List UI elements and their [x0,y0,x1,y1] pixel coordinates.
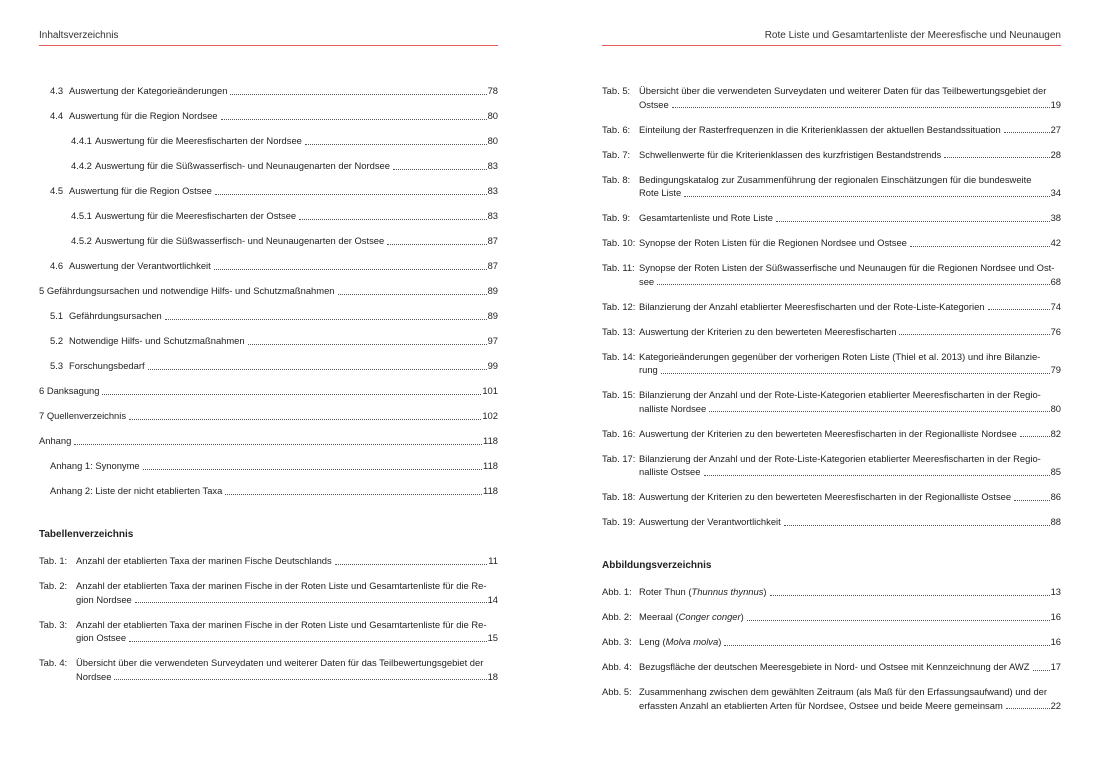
toc-entry-number: 4.5.1 [71,210,92,221]
table-entry-body [639,211,1061,225]
toc-entry-title: Auswertung für die Meeresfischarten der Nordsee [95,135,302,146]
toc-entry [39,359,498,373]
figure-entry-title [639,585,767,599]
table-entry-body [639,173,1061,200]
leader-dots [387,244,486,245]
figure-entry-label: Abb. 2: [602,611,632,622]
leader-dots [724,645,1049,646]
toc-entry-number: 4.3 [50,85,64,96]
toc-entry-text [50,109,218,123]
right-page [550,0,1100,778]
table-entry-title: rung [639,364,658,375]
toc-entry-title: Anhang 1: Synonyme [50,460,140,471]
table-entry-title: gion Nordsee [76,593,132,605]
table-entry-line2 [76,554,498,568]
table-entry-label: Tab. 7: [602,148,631,160]
toc-entry [39,259,498,273]
table-entry-line2 [639,236,1061,250]
figure-entry-page: 16 [1050,636,1061,647]
table-entry-label: Tab. 18: [602,491,636,502]
table-entry-title: Einteilung der Rasterfrequenzen in die Kriterienklassen der aktuellen Bestandssituation [639,123,1001,135]
toc-entry-text [39,384,99,398]
figure-entry-label: Abb. 4: [602,661,632,672]
figure-entry-body [639,685,1061,712]
leader-dots [1004,132,1050,133]
table-entry-title: Rote Liste [639,187,682,198]
figure-entry-line2 [639,660,1061,674]
table-entry-line2 [639,427,1061,441]
toc-entry-number: 5.3 [50,360,64,371]
table-entry [39,579,498,606]
table-entry [602,173,1061,200]
toc-entry [39,334,498,348]
toc-entry-page: 118 [483,460,498,471]
figure-entry-line2 [639,610,1061,624]
toc-entry [39,384,498,398]
leader-dots [338,294,487,295]
table-entry-body [639,350,1061,377]
table-entry-line2 [639,275,1061,289]
toc-entry [39,209,498,223]
table-entry [602,123,1061,137]
figure-species-name: Thunnus thynnus [691,586,764,597]
leader-dots [225,494,482,495]
leader-dots [230,94,486,95]
leader-dots [1006,708,1050,709]
figure-entry-line2 [639,585,1061,599]
table-entry-label: Tab. 12: [602,300,636,312]
toc-entry-page: 83 [487,185,498,196]
toc-entry-page: 101 [482,385,498,396]
leader-dots [143,469,482,470]
leader-dots [165,319,487,320]
table-entry-line1: Anzahl der etablierten Taxa der marinen Fische in der Roten Liste und Gesamtartenliste für die Re- [76,618,487,630]
table-entry-line2 [76,593,498,607]
table-entry-label: Tab. 2: [39,580,68,591]
figure-entry-label: Abb. 5: [602,686,632,697]
figure-species-name: Molva molva [665,636,719,647]
table-entry-line2 [639,300,1061,314]
toc-entry-title: Anhang 2: Liste der nicht etablierten Taxa [50,485,223,496]
leader-dots [248,344,487,345]
table-entry-page: 14 [487,593,498,605]
table-entry-page: 18 [487,670,498,682]
toc-entry-page: 87 [487,260,498,271]
table-entry-page: 42 [1050,237,1061,248]
toc-entry-page: 80 [487,110,498,121]
figure-entry-page: 22 [1050,699,1061,711]
leader-dots [661,373,1050,374]
table-entry-line1: Anzahl der etablierten Taxa der marinen Fische in der Roten Liste und Gesamtartenliste für die Re- [76,580,487,591]
table-entry-label: Tab. 6: [602,123,631,135]
toc-entry-title: Auswertung der Kategorieänderungen [69,85,228,96]
table-entry-line2 [639,465,1061,479]
toc-entry-title: Gefährdungsursachen [69,310,162,321]
table-entry-line1: Bilanzierung der Anzahl und der Rote-Liste-Kategorien etablierter Meeresfischarten in der Regio- [639,389,1041,400]
table-entry-label: Tab. 8: [602,173,631,185]
table-entry-page: 15 [487,632,498,643]
table-entry [602,350,1061,377]
toc-entry-number: 4.5 [50,185,64,196]
leader-dots [299,219,486,220]
table-entry-line2 [639,123,1061,137]
figure-entry-page: 17 [1050,661,1061,672]
table-entry-label: Tab. 15: [602,389,636,400]
figure-title-text: Meeraal ( [639,611,679,622]
toc-entry [39,409,498,423]
table-entry-line2 [639,186,1061,200]
figure-entry [602,660,1061,674]
leader-dots [684,196,1049,197]
figure-entry-line2 [639,635,1061,649]
table-entry [39,554,498,568]
leader-dots [988,309,1050,310]
table-entry-page: 74 [1050,300,1061,312]
toc-entry [39,484,498,498]
toc-entry-page: 87 [487,235,498,246]
table-entry-label: Tab. 3: [39,618,68,630]
toc-entry-number: 7 [39,410,45,421]
toc-entry-title: Notwendige Hilfs- und Schutzmaßnahmen [69,335,245,346]
table-entry [602,515,1061,529]
toc-entry-text [39,284,335,298]
toc-entry-number: 6 [39,385,45,396]
toc-entry-text [39,434,71,448]
figure-species-name: Conger conger [678,611,741,622]
table-entry-body [639,300,1061,314]
toc-entry-page: 83 [487,210,498,221]
toc-entry-text [71,159,390,173]
figure-entry-body [639,635,1061,649]
figure-entry-label: Abb. 1: [602,586,632,597]
tables-section-title: Tabellenverzeichnis [39,529,134,540]
toc-entry-number: 4.6 [50,260,64,271]
table-entry-page: 11 [488,555,498,566]
table-entry [602,261,1061,288]
toc-entry-title: Auswertung für die Region Nordsee [69,110,218,121]
leader-dots [135,602,487,603]
figure-title-suffix: ) [740,611,744,622]
table-entry-label: Tab. 13: [602,325,636,337]
toc-entry-text [71,134,302,148]
leader-dots [657,284,1049,285]
toc-entry [39,459,498,473]
toc-entry [39,184,498,198]
table-entry-page: 80 [1050,402,1061,414]
toc-entry-title: Quellenverzeichnis [46,410,127,421]
table-entry-title: Auswertung der Kriterien zu den bewerteten Meeresfischarten in der Regionalliste Nordsee [639,427,1017,439]
table-entry-page: 28 [1050,148,1061,160]
toc-entry-page: 102 [482,410,498,421]
table-entry [602,300,1061,314]
table-entry-page: 38 [1050,212,1061,223]
table-entry-title: Nordsee [76,670,112,682]
leader-dots [214,269,487,270]
figure-entry-body [639,610,1061,624]
toc-entry-number: 5.1 [50,310,64,321]
figure-title-text: Roter Thun ( [639,586,692,597]
figure-entry-page: 16 [1050,611,1061,622]
figure-entry [602,610,1061,624]
toc-entry-text [50,84,227,98]
table-entry-title: Auswertung der Kriterien zu den bewerteten Meeresfischarten [639,325,897,337]
table-entry-title: Anzahl der etablierten Taxa der marinen Fische Deutschlands [76,555,332,566]
toc-entry-title: Auswertung für die Meeresfischarten der Ostsee [95,210,297,221]
figure-entry-body [639,585,1061,599]
table-entry-line2 [639,211,1061,225]
leader-dots [747,620,1050,621]
leader-dots [910,246,1050,247]
table-entry-label: Tab. 14: [602,350,636,362]
toc-entry-number: 4.4.2 [71,160,92,171]
header-rule-left [39,45,498,46]
toc-entry [39,159,498,173]
table-entry-line1: Übersicht über die verwendeten Surveydaten und weiterer Daten für das Teilbewertungsgebiet der [76,657,484,668]
toc-entry-title: Auswertung für die Region Ostsee [69,185,212,196]
table-entry-body [639,261,1061,288]
toc-entry-page: 118 [483,485,498,496]
figure-entry-line2 [639,699,1061,713]
toc-entry-title: Anhang [39,435,72,446]
table-entry [602,236,1061,250]
toc-entry-text [50,359,145,373]
table-entry-body [76,656,498,683]
toc-entry [39,434,498,448]
leader-dots [1020,436,1050,437]
toc-entry-title: Auswertung der Verantwortlichkeit [69,260,211,271]
table-entry [602,325,1061,339]
leader-dots [148,369,487,370]
table-entry-line1: Kategorieänderungen gegenüber der vorherigen Roten Liste (Thiel et al. 2013) und ihre Bilanzie- [639,350,1041,362]
table-entry [602,211,1061,225]
table-entry-title: gion Ostsee [76,632,127,643]
leader-dots [704,475,1050,476]
toc-entry-page: 89 [487,310,498,321]
leader-dots [335,564,488,565]
toc-entry-text [50,309,162,323]
table-entry-label: Tab. 19: [602,516,636,527]
table-entry-line2 [639,325,1061,339]
running-head-left: Inhaltsverzeichnis [39,30,119,41]
figure-entry [602,685,1061,712]
table-entry-page: 76 [1050,325,1061,337]
tables-list-continued [602,84,1061,724]
figure-entry-label: Abb. 3: [602,636,632,647]
figure-entry-title [639,660,1030,674]
leader-dots [215,194,487,195]
table-entry-page: 27 [1050,123,1061,135]
table-entry-page: 68 [1050,275,1061,287]
leader-dots [672,107,1050,108]
toc-entry-page: 118 [483,435,498,446]
table-entry-line2 [639,363,1061,377]
toc-entry-title: Auswertung für die Süßwasserfisch- und Neunaugenarten der Nordsee [95,160,390,171]
table-entry-label: Tab. 5: [602,85,631,96]
figure-title-suffix: ) [763,586,767,597]
toc-entry [39,134,498,148]
leader-dots [129,419,481,420]
table-entry-line2 [639,515,1061,529]
table-entry-page: 85 [1050,466,1061,477]
toc-entry-page: 89 [487,285,498,296]
figure-entry-title [639,699,1003,713]
toc-entry-text [50,459,140,473]
table-entry [39,656,498,683]
table-entry-line2 [76,631,498,645]
figure-title-text: Bezugsfläche der deutschen Meeresgebiete in Nord- und Ostsee mit Kennzeichnung der AWZ [639,661,1030,672]
leader-dots [102,394,481,395]
leader-dots [129,641,487,642]
table-entry-title: Bilanzierung der Anzahl etablierter Meeresfischarten und der Rote-Liste-Kategorien [639,300,985,312]
table-entry-page: 34 [1050,187,1061,198]
toc-entry [39,284,498,298]
table-entry-title: Synopse der Roten Listen für die Regionen Nordsee und Ostsee [639,237,907,248]
table-entry-body [639,325,1061,339]
table-entry-page: 86 [1050,491,1061,502]
toc-entry-number: 4.4 [50,110,64,121]
table-entry [602,490,1061,504]
table-entry-line2 [639,490,1061,504]
table-entry-label: Tab. 1: [39,555,68,566]
figure-entry-body [639,660,1061,674]
leader-dots [305,144,487,145]
table-entry-title: Auswertung der Kriterien zu den bewerteten Meeresfischarten in der Regionalliste Ostsee [639,491,1012,502]
table-entry-title: Schwellenwerte für die Kriterienklassen des kurzfristigen Bestandstrends [639,148,942,160]
figure-entry-line1: Zusammenhang zwischen dem gewählten Zeitraum (als Maß für den Erfassungsaufwand) und der [639,686,1048,697]
toc-entry-number: 5 [39,285,45,296]
table-entry [602,452,1061,479]
toc-entry-page: 83 [487,160,498,171]
table-entry-title: nalliste Nordsee [639,402,707,414]
table-entry [39,618,498,645]
table-entry-label: Tab. 16: [602,427,636,439]
leader-dots [114,679,486,680]
figure-title-text: erfassten Anzahl an etablierten Arten für Nordsee, Ostsee und beide Meere gemeinsam [639,699,1003,711]
contents-list [39,84,498,695]
figure-title-text: Leng ( [639,636,666,647]
leader-dots [709,411,1049,412]
toc-entry-page: 78 [487,85,498,96]
table-entry [602,388,1061,415]
table-entry-body [639,236,1061,250]
toc-entry [39,309,498,323]
header-rule-right [602,45,1061,46]
table-entry-body [639,84,1061,111]
figure-entry [602,585,1061,599]
table-entry-line2 [639,98,1061,112]
table-entry-line1: Synopse der Roten Listen der Süßwasserfische und Neunaugen für die Regionen Nordsee und Ost- [639,262,1055,273]
toc-entry [39,109,498,123]
leader-dots [1033,670,1050,671]
table-entry-body [76,618,498,645]
table-entry-line2 [639,148,1061,162]
table-entry-body [76,579,498,606]
toc-entry-text [50,259,211,273]
leader-dots [776,221,1050,222]
table-entry-title: Gesamtartenliste und Rote Liste [639,212,773,223]
toc-entry-number: 4.4.1 [71,135,92,146]
leader-dots [74,444,482,445]
table-entry-line2 [76,670,498,684]
toc-entry-number: 5.2 [50,335,64,346]
table-entry-label: Tab. 4: [39,657,68,668]
table-entry-label: Tab. 17: [602,452,636,464]
figures-section-title: Abbildungsverzeichnis [602,560,712,571]
toc-entry-title: Gefährdungsursachen und notwendige Hilfs- und Schutzmaßnahmen [46,285,335,296]
table-entry-page: 82 [1050,427,1061,439]
leader-dots [784,525,1050,526]
table-entry-title: Auswertung der Verantwortlichkeit [639,516,781,527]
leader-dots [221,119,487,120]
table-entry-body [639,427,1061,441]
figure-entry-title [639,610,744,624]
leader-dots [393,169,487,170]
table-entry-line1: Übersicht über die verwendeten Surveydaten und weiterer Daten für das Teilbewertungsgebiet der [639,85,1047,96]
table-entry-body [639,388,1061,415]
toc-entry-page: 97 [487,335,498,346]
toc-entry-page: 99 [487,360,498,371]
figure-title-suffix: ) [718,636,722,647]
leader-dots [944,157,1049,158]
table-entry-body [76,554,498,568]
toc-entry-page: 80 [487,135,498,146]
figure-entry-title [639,635,721,649]
toc-entry-title: Forschungsbedarf [69,360,145,371]
table-entry-line2 [639,402,1061,416]
table-entry [602,427,1061,441]
table-entry-title: nalliste Ostsee [639,466,701,477]
table-entry-page: 88 [1050,516,1061,527]
toc-entry-title: Auswertung für die Süßwasserfisch- und Neunaugenarten der Ostsee [95,235,385,246]
table-entry-page: 79 [1050,364,1061,375]
toc-entry-text [71,234,384,248]
leader-dots [899,334,1049,335]
table-entry-label: Tab. 11: [602,262,635,273]
toc-entry-title: Danksagung [46,385,100,396]
table-entry-page: 19 [1050,98,1061,110]
table-entry-title: Ostsee [639,98,669,110]
toc-entry-text [39,409,126,423]
table-entry-body [639,490,1061,504]
table-entry-line1: Bilanzierung der Anzahl und der Rote-Liste-Kategorien etablierter Meeresfischarten in der Regio- [639,452,1041,464]
table-entry-body [639,123,1061,137]
figure-entry [602,635,1061,649]
toc-entry-text [50,334,245,348]
table-entry-body [639,452,1061,479]
toc-entry-number: 4.5.2 [71,235,92,246]
table-entry-line1: Bedingungskatalog zur Zusammenführung der regionalen Einschätzungen für die bundesweite [639,173,1032,185]
leader-dots [770,595,1050,596]
table-entry-body [639,148,1061,162]
table-entry-label: Tab. 9: [602,212,631,223]
toc-entry-text [50,184,212,198]
table-entry-label: Tab. 10: [602,237,636,248]
figure-entry-page: 13 [1050,586,1061,597]
table-entry [602,84,1061,111]
toc-entry [39,234,498,248]
running-head-right: Rote Liste und Gesamtartenliste der Meeresfische und Neunaugen [764,30,1061,41]
leader-dots [1014,500,1049,501]
table-entry [602,148,1061,162]
toc-entry-text [50,484,222,498]
toc-entry-text [71,209,296,223]
table-entry-title: see [639,275,655,287]
toc-entry [39,84,498,98]
table-entry-body [639,515,1061,529]
